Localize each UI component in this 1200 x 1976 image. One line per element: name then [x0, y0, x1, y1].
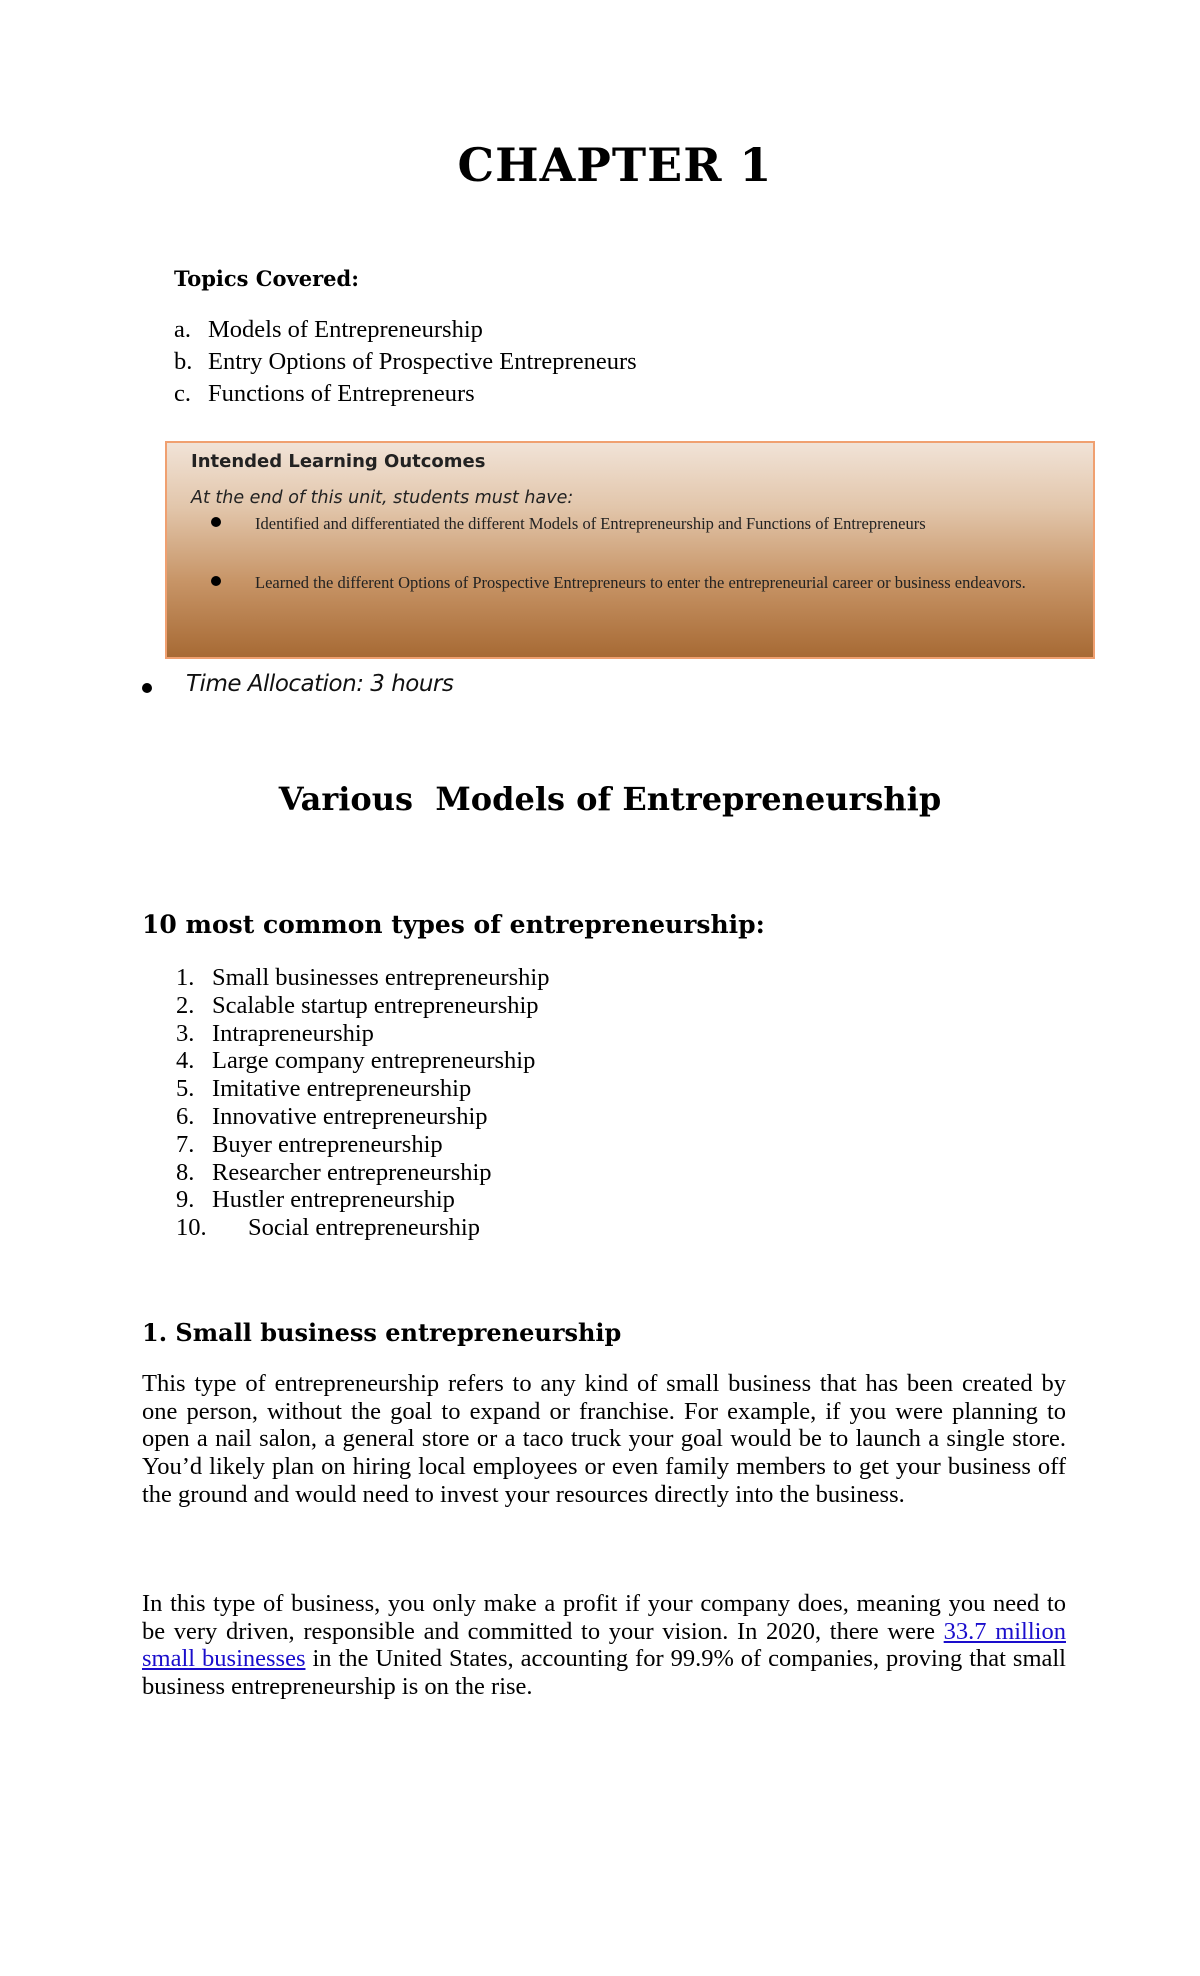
list-marker: 1. — [176, 964, 195, 991]
paragraph-text: In this type of business, you only make a profit if your company does, meaning you need to be very driven, responsible and committed to your vision. In 2020, there were — [142, 1590, 1066, 1645]
list-item-text: Imitative entrepreneurship — [212, 1075, 472, 1103]
list-item-text: Innovative entrepreneurship — [212, 1102, 488, 1130]
list-item-text: Functions of Entrepreneurs — [208, 380, 475, 407]
small-businesses-stat-link[interactable]: 33.7 million small businesses — [142, 1617, 1066, 1673]
types-list-item — [176, 1075, 550, 1103]
learning-outcome-text: Learned the different Options of Prospective Entrepreneurs to enter the entrepreneurial career or business endeavors. — [255, 573, 1026, 592]
topics-list — [174, 314, 637, 410]
list-marker: 9. — [176, 1186, 195, 1214]
list-marker: c. — [174, 380, 191, 407]
list-item-text: Social entrepreneurship — [248, 1214, 480, 1242]
types-list-item — [176, 1047, 550, 1075]
learning-outcomes-box — [165, 441, 1095, 659]
time-allocation-text: Time Allocation: 3 hours — [186, 671, 454, 697]
small-business-paragraph-2 — [142, 1590, 1066, 1701]
list-item-text: Researcher entrepreneurship — [212, 1158, 492, 1186]
learning-outcomes-intro: At the end of this unit, students must have: — [191, 488, 574, 508]
list-item-text: Small businesses entrepreneurship — [212, 964, 550, 991]
types-list-item — [176, 964, 550, 992]
chapter-title: CHAPTER 1 — [457, 138, 773, 192]
list-item-text: Large company entrepreneurship — [212, 1047, 536, 1075]
paragraph-text: in the United States, accounting for 99.9% of companies, proving that small business entrepreneurship is on the rise. — [142, 1645, 1066, 1701]
small-business-paragraph-1: This type of entrepreneurship refers to any kind of small business that has been created by one person, without the goal to expand or franchise. For example, if you were planning to open a nail salon, a general store or a taco truck your goal would be to launch a single store. You’d likely plan on hiring local employees or even family members to get your business off the ground and would need to invest your resources directly into the business. — [142, 1370, 1066, 1508]
types-heading: 10 most common types of entrepreneurship: — [142, 910, 765, 939]
list-item-text: Scalable startup entrepreneurship — [212, 991, 539, 1019]
bullet-icon — [211, 517, 221, 527]
list-item-text: Entry Options of Prospective Entrepreneurs — [208, 348, 637, 375]
types-list-item — [176, 1020, 550, 1048]
section-title: Various Models of Entrepreneurship — [278, 780, 942, 818]
learning-outcome-text: Identified and differentiated the different Models of Entrepreneurship and Functions of Entrepreneurs — [255, 514, 926, 533]
types-list-item — [176, 1159, 550, 1187]
list-marker: a. — [174, 316, 191, 343]
list-marker: 10. — [176, 1214, 207, 1242]
bullet-icon — [142, 683, 152, 693]
list-item-text: Models of Entrepreneurship — [208, 316, 483, 343]
list-item-text: Buyer entrepreneurship — [212, 1130, 443, 1158]
list-item-text: Intrapreneurship — [212, 1019, 374, 1047]
types-list-item — [176, 1131, 550, 1159]
types-list-item — [176, 1186, 550, 1214]
list-marker: 2. — [176, 991, 195, 1019]
topics-heading: Topics Covered: — [174, 266, 359, 291]
types-list-item — [176, 1214, 550, 1242]
types-list — [176, 964, 550, 1242]
list-marker: 5. — [176, 1075, 195, 1103]
topics-list-item — [174, 378, 637, 410]
topics-list-item — [174, 314, 637, 346]
list-marker: 4. — [176, 1047, 195, 1075]
list-marker: b. — [174, 348, 193, 375]
list-marker: 8. — [176, 1158, 195, 1186]
types-list-item — [176, 1103, 550, 1131]
small-business-heading: 1. Small business entrepreneurship — [142, 1318, 622, 1347]
list-marker: 3. — [176, 1019, 195, 1047]
types-list-item — [176, 992, 550, 1020]
bullet-icon — [211, 576, 221, 586]
list-marker: 6. — [176, 1102, 195, 1130]
list-item-text: Hustler entrepreneurship — [212, 1186, 455, 1214]
learning-outcomes-title: Intended Learning Outcomes — [191, 451, 486, 472]
list-marker: 7. — [176, 1130, 195, 1158]
topics-list-item — [174, 346, 637, 378]
